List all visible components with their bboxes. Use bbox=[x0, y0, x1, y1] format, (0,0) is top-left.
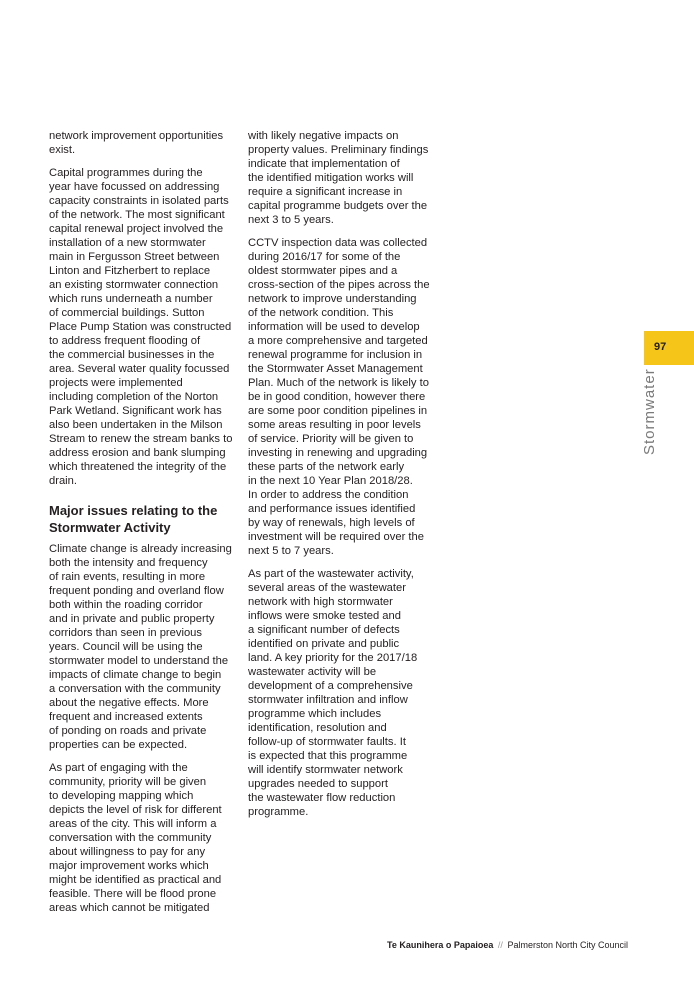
text-line: Climate change is already increasing bbox=[49, 543, 232, 555]
text-line: In order to address the condition bbox=[248, 489, 409, 501]
footer-separator: // bbox=[497, 940, 503, 950]
text-line: identification, resolution and bbox=[248, 722, 387, 734]
text-line: and performance issues identified bbox=[248, 503, 416, 515]
page-number-tab bbox=[644, 331, 694, 365]
text-line: capital renewal project involved the bbox=[49, 223, 224, 235]
text-line: both the intensity and frequency bbox=[49, 557, 208, 569]
text-line: is expected that this programme bbox=[248, 750, 408, 762]
text-line: next 3 to 5 years. bbox=[248, 214, 334, 226]
text-line: of commercial buildings. Sutton bbox=[49, 307, 205, 319]
text-line: several areas of the wastewater bbox=[248, 582, 406, 594]
text-line: depicts the level of risk for different bbox=[49, 804, 222, 816]
text-line: area. Several water quality focussed bbox=[49, 363, 230, 375]
left-paragraph-1 bbox=[49, 166, 231, 488]
text-line: a significant number of defects bbox=[248, 624, 400, 636]
text-line: information will be used to develop bbox=[248, 321, 420, 333]
text-line: including completion of the Norton bbox=[49, 391, 219, 403]
text-line: areas of the city. This will inform a bbox=[49, 818, 217, 830]
text-line: might be identified as practical and bbox=[49, 874, 222, 886]
text-line: investing in renewing and upgrading bbox=[248, 447, 428, 459]
text-line: which runs underneath a number bbox=[49, 293, 213, 305]
text-line: the identified mitigation works will bbox=[248, 172, 414, 184]
text-line: both within the roading corridor bbox=[49, 599, 203, 611]
text-line: projects were implemented bbox=[49, 377, 183, 389]
text-line: indicate that implementation of bbox=[248, 158, 400, 170]
section-heading bbox=[49, 502, 231, 536]
text-line: of service. Priority will be given to bbox=[248, 433, 414, 445]
text-line: wastewater activity will be bbox=[248, 666, 377, 678]
text-line: Park Wetland. Significant work has bbox=[49, 405, 222, 417]
text-line: cross-section of the pipes across the bbox=[248, 279, 430, 291]
text-line: a more comprehensive and targeted bbox=[248, 335, 428, 347]
text-line: stormwater infiltration and inflow bbox=[248, 694, 408, 706]
text-line: a conversation with the community bbox=[49, 683, 221, 695]
text-line: are some poor condition pipelines in bbox=[248, 405, 428, 417]
text-line: during 2016/17 for some of the bbox=[248, 251, 401, 263]
text-line: the Stormwater Asset Management bbox=[248, 363, 423, 375]
page-number: 97 bbox=[654, 341, 667, 353]
text-line: property values. Preliminary findings bbox=[248, 144, 429, 156]
text-line: Capital programmes during the bbox=[49, 167, 203, 179]
text-line: frequent ponding and overland flow bbox=[49, 585, 224, 597]
text-line: will identify stormwater network bbox=[248, 764, 403, 776]
text-line: of rain events, resulting in more bbox=[49, 571, 206, 583]
right-text-column bbox=[248, 129, 430, 828]
footer-council-name: Palmerston North City Council bbox=[507, 940, 628, 950]
text-line: the wastewater flow reduction bbox=[248, 792, 396, 804]
text-line: drain. bbox=[49, 475, 77, 487]
text-line: programme which includes bbox=[248, 708, 382, 720]
text-line: network improvement opportunities bbox=[49, 130, 224, 142]
text-line: to developing mapping which bbox=[49, 790, 194, 802]
text-line: Plan. Much of the network is likely to bbox=[248, 377, 429, 389]
text-line: an existing stormwater connection bbox=[49, 279, 219, 291]
text-line: oldest stormwater pipes and a bbox=[248, 265, 398, 277]
text-line: CCTV inspection data was collected bbox=[248, 237, 428, 249]
left-paragraph-0 bbox=[49, 129, 231, 157]
text-line: by way of renewals, high levels of bbox=[248, 517, 415, 529]
text-line: to address frequent flooding of bbox=[49, 335, 201, 347]
text-line: renewal programme for inclusion in bbox=[248, 349, 423, 361]
text-line: impacts of climate change to begin bbox=[49, 669, 222, 681]
text-line: properties can be expected. bbox=[49, 739, 188, 751]
text-line: stormwater model to understand the bbox=[49, 655, 229, 667]
left-text-column bbox=[49, 129, 231, 924]
text-line: of the network. The most significant bbox=[49, 209, 225, 221]
text-line: frequent and increased extents bbox=[49, 711, 203, 723]
text-line: areas which cannot be mitigated bbox=[49, 902, 210, 914]
right-paragraph-1 bbox=[248, 236, 430, 558]
text-line: with likely negative impacts on bbox=[248, 130, 399, 142]
text-line: As part of the wastewater activity, bbox=[248, 568, 414, 580]
text-line: exist. bbox=[49, 144, 76, 156]
text-line: year have focussed on addressing bbox=[49, 181, 220, 193]
text-line: be in good condition, however there bbox=[248, 391, 426, 403]
text-line: Linton and Fitzherbert to replace bbox=[49, 265, 211, 277]
text-line: Stormwater Activity bbox=[49, 520, 171, 535]
text-line: corridors than seen in previous bbox=[49, 627, 202, 639]
text-line: network to improve understanding bbox=[248, 293, 417, 305]
text-line: also been undertaken in the Milson bbox=[49, 419, 223, 431]
text-line: development of a comprehensive bbox=[248, 680, 413, 692]
text-line: capital programme budgets over the bbox=[248, 200, 428, 212]
text-line: programme. bbox=[248, 806, 309, 818]
text-line: conversation with the community bbox=[49, 832, 212, 844]
text-line: of ponding on roads and private bbox=[49, 725, 207, 737]
text-line: network with high stormwater bbox=[248, 596, 393, 608]
text-line: follow-up of stormwater faults. It bbox=[248, 736, 406, 748]
text-line: identified on private and public bbox=[248, 638, 400, 650]
left-paragraph-3 bbox=[49, 761, 231, 915]
text-line: and in private and public property bbox=[49, 613, 215, 625]
text-line: these parts of the network early bbox=[248, 461, 405, 473]
text-line: about the negative effects. More bbox=[49, 697, 209, 709]
text-line: installation of a new stormwater bbox=[49, 237, 206, 249]
text-line: Place Pump Station was constructed bbox=[49, 321, 232, 333]
text-line: next 5 to 7 years. bbox=[248, 545, 334, 557]
text-line: upgrades needed to support bbox=[248, 778, 388, 790]
text-line: some areas resulting in poor levels bbox=[248, 419, 421, 431]
text-line: about willingness to pay for any bbox=[49, 846, 206, 858]
text-line: address erosion and bank slumping bbox=[49, 447, 226, 459]
text-line: As part of engaging with the bbox=[49, 762, 188, 774]
text-line: feasible. There will be flood prone bbox=[49, 888, 217, 900]
section-side-label: Stormwater bbox=[641, 368, 658, 455]
text-line: inflows were smoke tested and bbox=[248, 610, 401, 622]
text-line: investment will be required over the bbox=[248, 531, 424, 543]
text-line: major improvement works which bbox=[49, 860, 209, 872]
footer-org-name: Te Kaunihera o Papaioea bbox=[387, 940, 494, 950]
text-line: land. A key priority for the 2017/18 bbox=[248, 652, 418, 664]
right-paragraph-0 bbox=[248, 129, 430, 227]
text-line: of the network condition. This bbox=[248, 307, 394, 319]
left-paragraph-2 bbox=[49, 542, 231, 752]
text-line: require a significant increase in bbox=[248, 186, 403, 198]
text-line: the commercial businesses in the bbox=[49, 349, 215, 361]
text-line: main in Fergusson Street between bbox=[49, 251, 220, 263]
text-line: years. Council will be using the bbox=[49, 641, 203, 653]
text-line: community, priority will be given bbox=[49, 776, 207, 788]
text-line: Major issues relating to the bbox=[49, 503, 218, 518]
right-paragraph-2 bbox=[248, 567, 430, 819]
text-line: capacity constraints in isolated parts bbox=[49, 195, 229, 207]
text-line: Stream to renew the stream banks to bbox=[49, 433, 233, 445]
text-line: in the next 10 Year Plan 2018/28. bbox=[248, 475, 413, 487]
page-footer bbox=[387, 940, 628, 950]
text-line: which threatened the integrity of the bbox=[49, 461, 227, 473]
